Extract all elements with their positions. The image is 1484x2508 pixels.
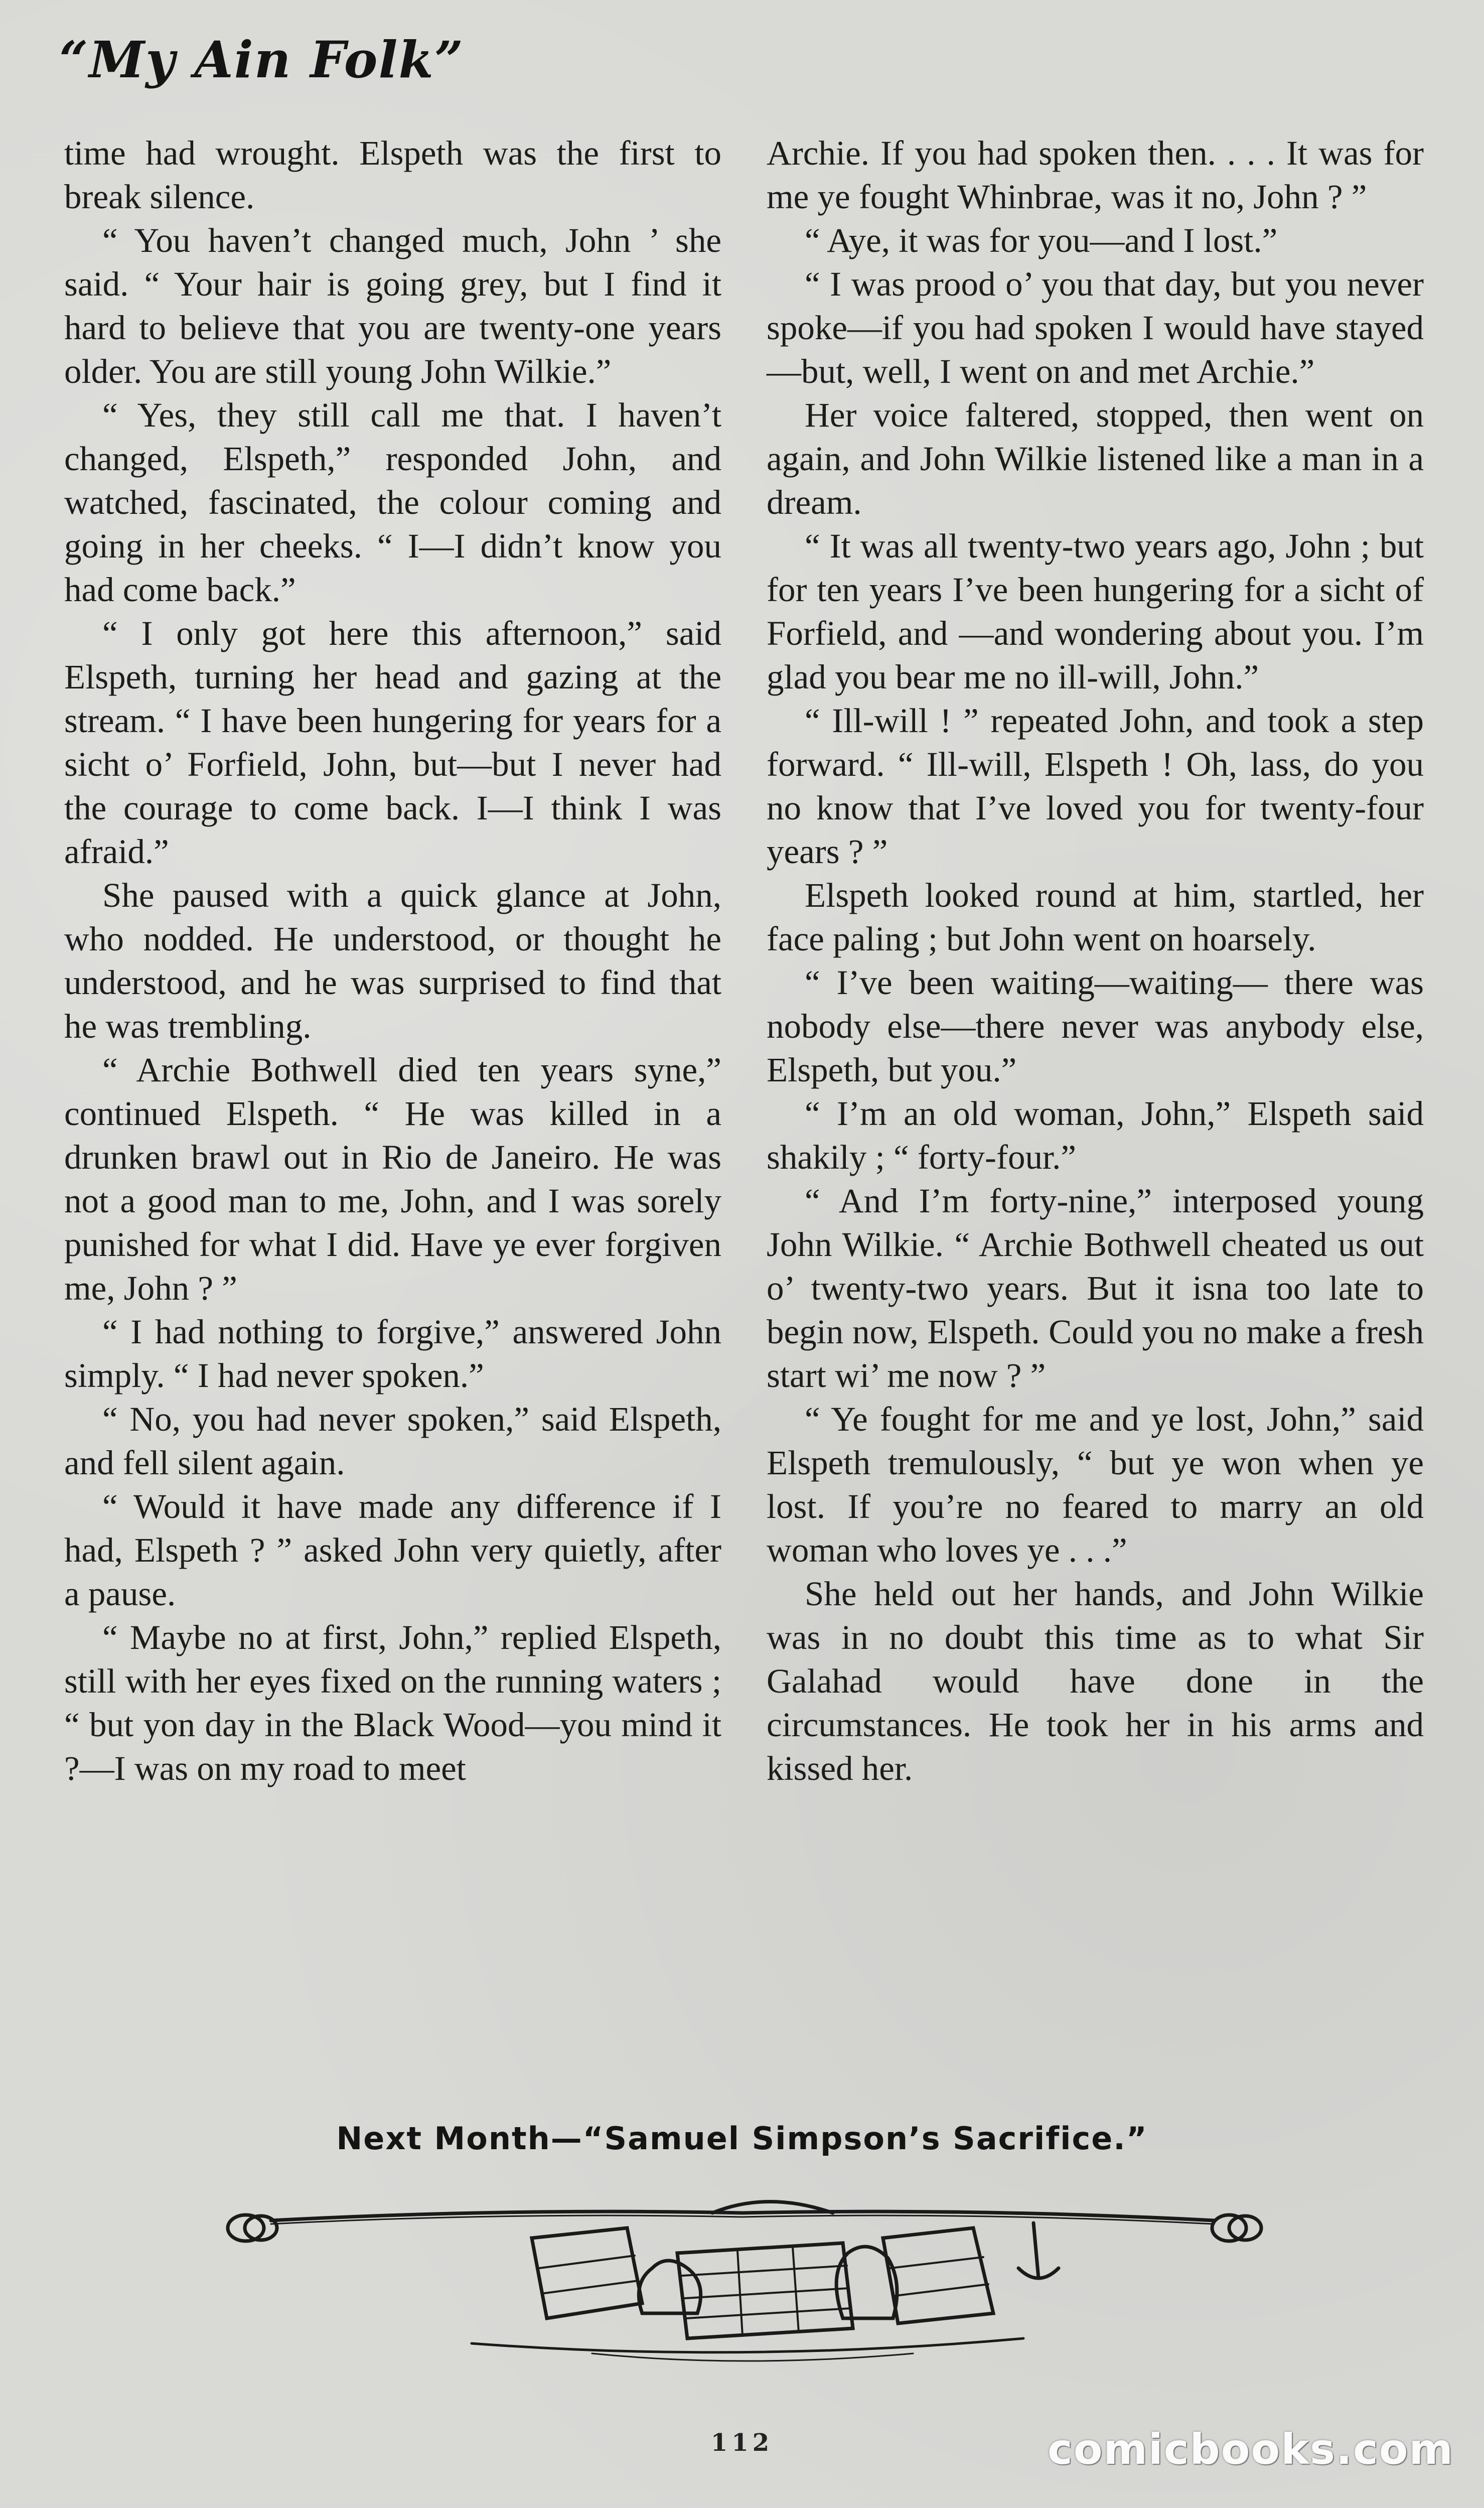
paragraph: “ I only got here this afternoon,” said Elspeth, turning her head and gazing at the stream. “ I have been hungering for years for a sicht o’ Forfield, John, but—but I never had the courage to come back. I—I think I was afraid.” bbox=[64, 614, 721, 871]
rope-and-barrels-tailpiece-icon bbox=[211, 2193, 1274, 2374]
paragraph: Elspeth looked round at him, startled, her face paling ; but John went on hoarsely. bbox=[767, 876, 1424, 958]
text-column-right bbox=[767, 131, 1424, 1790]
page-number: 112 bbox=[710, 2429, 774, 2457]
paragraph: “ And I’m forty-nine,” interposed young John Wilkie. “ Archie Bothwell cheated us out o’ twenty-two years. But it isna too late to begin now, Elspeth. Could you no make a fresh start wi’ me now ? ” bbox=[767, 1182, 1424, 1395]
paragraph: “ Yes, they still call me that. I haven’t changed, Elspeth,” responded John, and watched, fascinated, the colour coming and going in her cheeks. “ I—I didn’t know you had come back.” bbox=[64, 396, 721, 609]
paragraph: “ I’ve been waiting—waiting— there was nobody else—there never was anybody else, Elspeth, but you.” bbox=[767, 963, 1424, 1089]
paragraph: She paused with a quick glance at John, who nodded. He understood, or thought he understood, and he was surprised to find that he was trembling. bbox=[64, 876, 721, 1045]
paragraph: She held out her hands, and John Wilkie was in no doubt this time as to what Sir Galahad would have done in the circumstances. He took her in his arms and kissed her. bbox=[767, 1575, 1424, 1787]
paragraph: “ You haven’t changed much, John ’ she said. “ Your hair is going grey, but I find it hard to believe that you are twenty-one years older. You are still young John Wilkie.” bbox=[64, 221, 721, 390]
paragraph: “ Would it have made any difference if I had, Elspeth ? ” asked John very quietly, after a pause. bbox=[64, 1487, 721, 1613]
next-month-teaser: Next Month—“Samuel Simpson’s Sacrifice.” bbox=[336, 2120, 1148, 2157]
paragraph: “ I was prood o’ you that day, but you never spoke—if you had spoken I would have stayed—but, well, I went on and met Archie.” bbox=[767, 265, 1424, 390]
paragraph: “ It was all twenty-two years ago, John ; but for ten years I’ve been hungering for a sicht of Forfield, and —and wondering about you. I’m glad you bear me no ill-will, John.” bbox=[767, 527, 1424, 696]
paragraph: “ No, you had never spoken,” said Elspeth, and fell silent again. bbox=[64, 1400, 721, 1482]
text-column-left bbox=[64, 131, 721, 1790]
paragraph: “ Ill-will ! ” repeated John, and took a step forward. “ Ill-will, Elspeth ! Oh, lass, do you no know that I’ve loved you for twenty-four years ? ” bbox=[767, 702, 1424, 871]
paragraph: Archie. If you had spoken then. . . . It was for me ye fought Whinbrae, was it no, John ? ” bbox=[767, 134, 1424, 216]
paragraph: “ I’m an old woman, John,” Elspeth said shakily ; “ forty-four.” bbox=[767, 1094, 1424, 1176]
watermark: comicbooks.com bbox=[1048, 2425, 1454, 2474]
paragraph: time had wrought. Elspeth was the first to break silence. bbox=[64, 134, 721, 216]
paragraph: Her voice faltered, stopped, then went on again, and John Wilkie listened like a man in a dream. bbox=[767, 396, 1424, 521]
paragraph: “ Maybe no at first, John,” replied Elspeth, still with her eyes fixed on the running waters ; “ but yon day in the Black Wood—you mind it ?—I was on my road to meet bbox=[64, 1618, 721, 1787]
page-title: “My Ain Folk” bbox=[59, 30, 465, 89]
paragraph: “ I had nothing to forgive,” answered John simply. “ I had never spoken.” bbox=[64, 1313, 721, 1395]
paragraph: “ Ye fought for me and ye lost, John,” said Elspeth tremulously, “ but ye won when ye lost. If you’re no feared to marry an old woman who loves ye . . .” bbox=[767, 1400, 1424, 1569]
paragraph: “ Aye, it was for you—and I lost.” bbox=[805, 221, 1278, 259]
paragraph: “ Archie Bothwell died ten years syne,” continued Elspeth. “ He was killed in a drunken brawl out in Rio de Janeiro. He was not a good man to me, John, and I was sorely punished for what I did. Have ye ever forgiven me, John ? ” bbox=[64, 1051, 721, 1307]
